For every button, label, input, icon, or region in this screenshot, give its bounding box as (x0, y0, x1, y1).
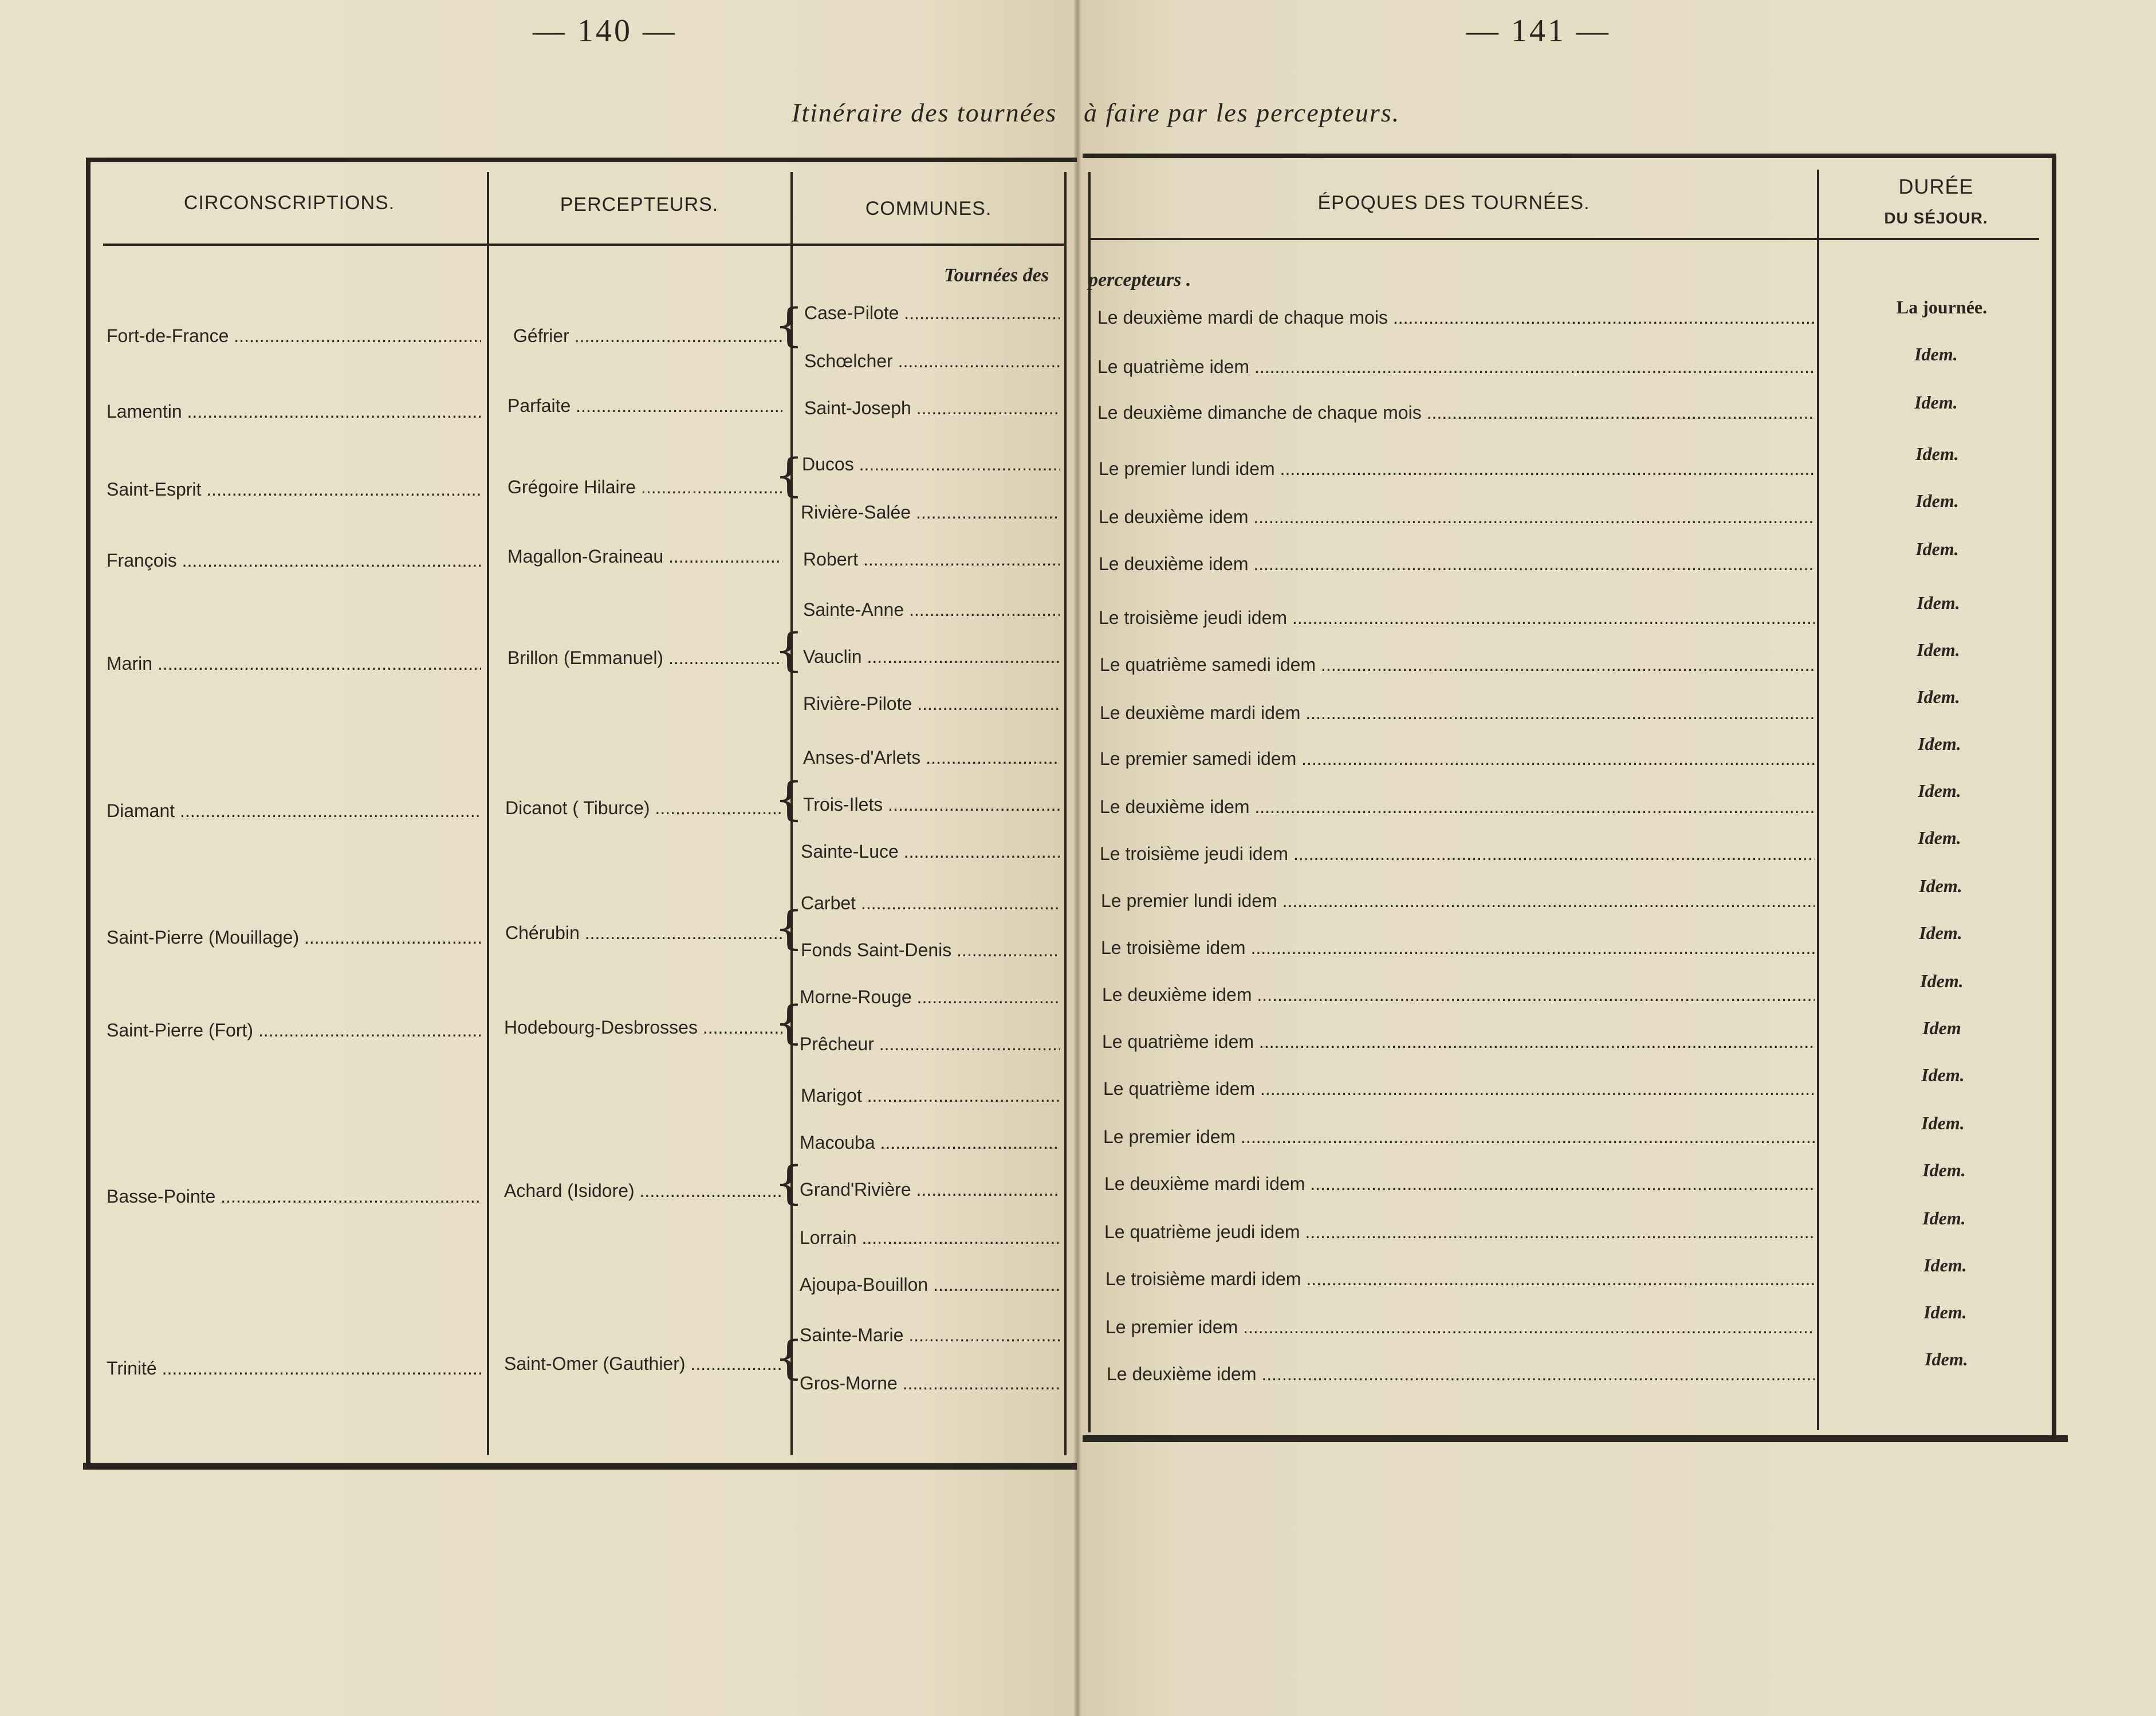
epoque-1: Le quatrième idem ..... (1097, 356, 1815, 378)
duree-3: Idem. (1915, 443, 1959, 464)
epoque-7: Le quatrième samedi idem ..... (1100, 654, 1815, 676)
perc-0: Géfrier ..... (513, 325, 782, 347)
duree-14: Idem. (1920, 971, 1964, 991)
circ-9: Trinité ..... (107, 1358, 481, 1379)
commune-22: Gros-Morne ..... (800, 1373, 1060, 1394)
header-communes: COMMUNES. (865, 198, 992, 219)
duree-15: Idem (1922, 1018, 1961, 1038)
epoque-3: Le premier lundi idem ..... (1099, 458, 1815, 480)
frame-left (86, 158, 91, 1464)
duree-6: Idem. (1917, 592, 1960, 613)
brace-5: { (774, 772, 804, 826)
brace-6: { (774, 901, 804, 955)
commune-18: Grand'Rivière ..... (800, 1179, 1060, 1200)
perc-5: Dicanot ( Tiburce) ..... (505, 798, 782, 819)
commune-2: Saint-Joseph ..... (804, 398, 1060, 419)
perc-7: Hodebourg-Desbrosses ..... (504, 1017, 782, 1038)
col-sep-4 (1088, 172, 1091, 1432)
commune-15: Prêcheur ..... (800, 1034, 1060, 1055)
brace-7: { (774, 996, 804, 1049)
perc-1: Parfaite ..... (507, 395, 782, 417)
frame-bottom-left (83, 1463, 1077, 1470)
commune-20: Ajoupa-Bouillon ..... (800, 1274, 1060, 1295)
epoque-15: Le quatrième idem ..... (1102, 1031, 1815, 1053)
brace-8: { (774, 1156, 804, 1210)
epoque-18: Le deuxième mardi idem ..... (1104, 1173, 1815, 1195)
epoque-8: Le deuxième mardi idem ..... (1100, 702, 1815, 724)
epoque-10: Le deuxième idem ..... (1100, 796, 1815, 818)
duree-11: Idem. (1918, 827, 1961, 848)
circ-2: Saint-Esprit ..... (107, 479, 481, 500)
epoque-22: Le deuxième idem ..... (1107, 1364, 1815, 1385)
perc-8: Achard (Isidore) ..... (504, 1180, 782, 1201)
brace-2: { (774, 449, 804, 502)
col-sep-3 (1064, 172, 1067, 1455)
commune-16: Marigot ..... (801, 1085, 1060, 1106)
frame-right (2052, 154, 2056, 1440)
commune-12: Carbet ..... (801, 893, 1060, 914)
commune-7: Vauclin ..... (803, 646, 1060, 667)
duree-2: Idem. (1914, 392, 1958, 413)
book-gutter (1073, 0, 1081, 1716)
duree-10: Idem. (1918, 780, 1961, 801)
commune-17: Macouba ..... (800, 1132, 1060, 1153)
duree-18: Idem. (1922, 1160, 1966, 1180)
commune-11: Sainte-Luce ..... (801, 841, 1060, 862)
duree-19: Idem. (1922, 1208, 1966, 1228)
duree-7: Idem. (1917, 639, 1960, 660)
epoque-6: Le troisième jeudi idem ..... (1099, 607, 1815, 629)
circ-8: Basse-Pointe ..... (107, 1186, 481, 1207)
perc-4: Brillon (Emmanuel) ..... (507, 647, 782, 669)
perc-3: Magallon-Graineau ..... (507, 546, 782, 567)
duree-9: Idem. (1918, 733, 1961, 754)
epoque-2: Le deuxième dimanche de chaque mois ..... (1097, 402, 1815, 423)
duree-22: Idem. (1925, 1349, 1968, 1369)
commune-8: Rivière-Pilote ..... (803, 693, 1060, 714)
duree-1: Idem. (1914, 344, 1958, 364)
frame-top-right (1083, 154, 2056, 158)
epoque-4: Le deuxième idem ..... (1099, 506, 1815, 528)
frame-top-left (86, 158, 1077, 162)
duree-12: Idem. (1919, 875, 1962, 896)
brace-4: { (774, 623, 804, 677)
epoque-12: Le premier lundi idem ..... (1101, 890, 1815, 912)
circ-6: Saint-Pierre (Mouillage) ..... (107, 927, 481, 948)
duree-21: Idem. (1923, 1302, 1967, 1322)
header-rule-right (1088, 238, 2039, 240)
epoque-14: Le deuxième idem ..... (1102, 984, 1815, 1006)
epoque-19: Le quatrième jeudi idem ..... (1104, 1222, 1815, 1243)
epoque-16: Le quatrième idem ..... (1103, 1078, 1815, 1100)
circ-3: François ..... (107, 550, 481, 571)
circ-0: Fort-de-France ..... (107, 325, 481, 347)
circ-1: Lamentin ..... (107, 401, 481, 422)
brace-9: { (774, 1331, 804, 1384)
perc-2: Grégoire Hilaire ..... (507, 477, 782, 498)
epoque-20: Le troisième mardi idem ..... (1105, 1269, 1815, 1290)
epoque-13: Le troisième idem ..... (1101, 937, 1815, 959)
page-number-right: — 141 — (1466, 13, 1611, 49)
circ-7: Saint-Pierre (Fort) ..... (107, 1020, 481, 1041)
frame-bottom-right (1083, 1435, 2068, 1442)
brace-0: { (774, 299, 804, 352)
duree-17: Idem. (1921, 1113, 1965, 1133)
header-circonscriptions: CIRCONSCRIPTIONS. (183, 192, 395, 214)
circ-4: Marin ..... (107, 653, 481, 674)
commune-4: Rivière-Salée ..... (801, 502, 1060, 523)
commune-19: Lorrain ..... (800, 1227, 1060, 1248)
duree-20: Idem. (1923, 1255, 1967, 1275)
commune-14: Morne-Rouge ..... (800, 987, 1060, 1008)
duree-5: Idem. (1915, 539, 1959, 559)
commune-3: Ducos ..... (802, 454, 1060, 475)
header-percepteurs: PERCEPTEURS. (560, 194, 719, 215)
perc-9: Saint-Omer (Gauthier) ..... (504, 1353, 782, 1375)
epoque-0: Le deuxième mardi de chaque mois ..... (1097, 307, 1815, 328)
page-number-left: — 140 — (533, 13, 677, 49)
commune-13: Fonds Saint-Denis ..... (801, 940, 1060, 961)
epoque-11: Le troisième jeudi idem ..... (1100, 843, 1815, 865)
duree-4: Idem. (1915, 490, 1959, 511)
header-duree-sub: DU SÉJOUR. (1884, 209, 1988, 227)
commune-5: Robert ..... (803, 549, 1060, 570)
commune-0: Case-Pilote ..... (804, 303, 1060, 324)
duree-8: Idem. (1917, 686, 1960, 707)
duree-16: Idem. (1921, 1065, 1965, 1085)
header-duree: DURÉE (1898, 175, 1974, 198)
commune-1: Schœlcher ..... (804, 351, 1060, 372)
commune-10: Trois-Ilets ..... (803, 794, 1060, 815)
circ-5: Diamant ..... (107, 800, 481, 822)
commune-6: Sainte-Anne ..... (803, 599, 1060, 621)
subheader-right: percepteurs . (1088, 269, 1191, 290)
commune-21: Sainte-Marie ..... (800, 1325, 1060, 1346)
epoque-9: Le premier samedi idem ..... (1100, 748, 1815, 769)
header-rule-left (103, 244, 1065, 246)
title-left: Itinéraire des tournées (792, 98, 1057, 127)
perc-6: Chérubin ..... (505, 922, 782, 944)
col-sep-5 (1817, 170, 1819, 1430)
epoque-17: Le premier idem ..... (1103, 1126, 1815, 1148)
epoque-21: Le premier idem ..... (1105, 1317, 1815, 1338)
col-sep-1 (487, 172, 489, 1455)
duree-0: La journée. (1896, 297, 1988, 317)
commune-9: Anses-d'Arlets ..... (803, 747, 1060, 768)
subheader-left: Tournées des (944, 265, 1049, 286)
header-epoques: ÉPOQUES DES TOURNÉES. (1317, 192, 1590, 214)
epoque-5: Le deuxième idem ..... (1099, 553, 1815, 575)
duree-13: Idem. (1919, 922, 1962, 943)
title-right: à faire par les percepteurs. (1084, 98, 1400, 127)
